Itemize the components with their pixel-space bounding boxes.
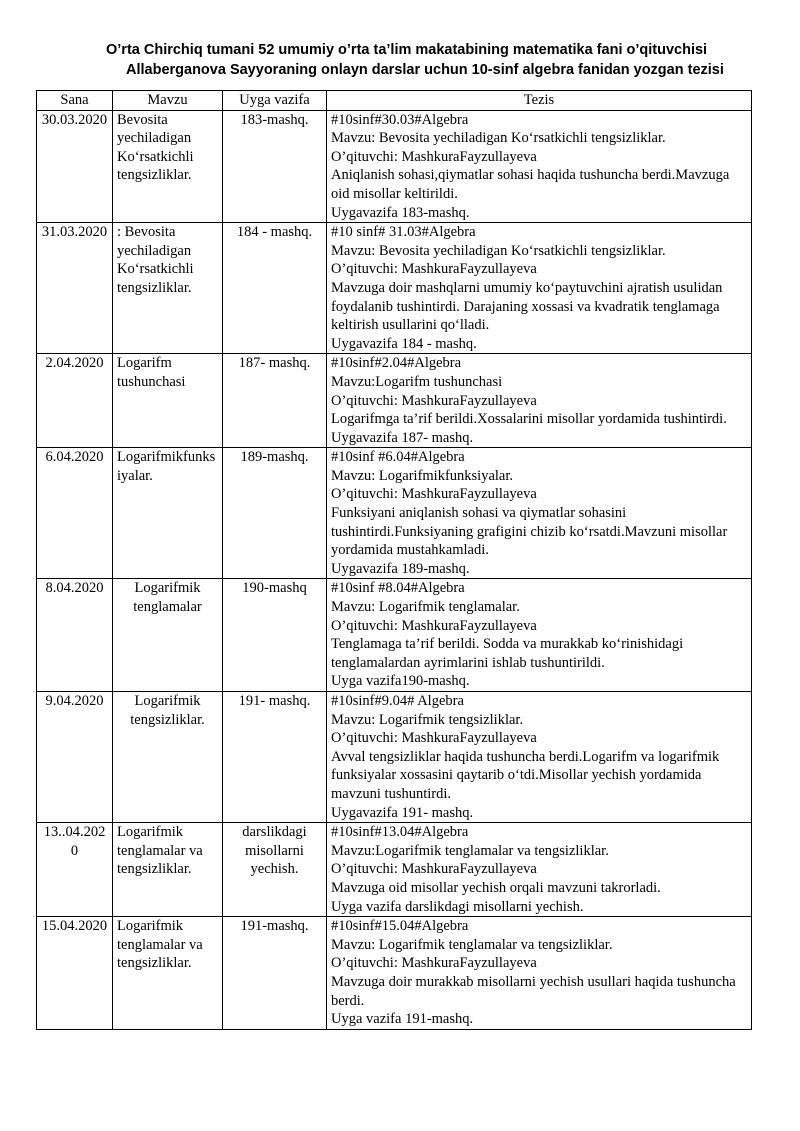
cell-uyga-vazifa: 191-mashq. [223,917,327,1030]
cell-mavzu: : Bevosita yechiladigan Ko‘rsatkichli tengsizliklar. [113,223,223,354]
cell-tezis [327,917,752,1030]
tezis-line: Mavzu: Logarifmik tenglamalar. [331,599,520,616]
cell-uyga-vazifa: 191- mashq. [223,692,327,823]
title-line-2: Allaberganova Sayyoraning onlayn darslar uchun 10-sinf algebra fanidan yozgan tezisi [126,62,724,78]
cell-mavzu: Logarifmikfunksiyalar. [113,448,223,579]
table-row [37,223,752,354]
cell-uyga-vazifa: darslikdagi misollarni yechish. [223,823,327,917]
cell-mavzu: Logarifmik tenglamalar va tengsizliklar. [113,823,223,917]
tezis-line: Logarifmga ta’rif berildi.Xossalarini misollar yordamida tushintirdi. [331,411,727,428]
cell-tezis [327,354,752,448]
cell-tezis [327,692,752,823]
tezis-line: Mavzu: Bevosita yechiladigan Ko‘rsatkichli tengsizliklar. [331,130,666,147]
cell-mavzu: Logarifm tushunchasi [113,354,223,448]
tezis-line: Mavzuga doir murakkab misollarni yechish usullari haqida tushuncha berdi. [331,973,736,1009]
tezis-line: Uygavazifa 183-mashq. [331,204,470,221]
header-uyga-vazifa: Uyga vazifa [223,91,327,111]
cell-sana: 9.04.2020 [37,692,113,823]
cell-mavzu: Logarifmik tenglamalar va tengsizliklar. [113,917,223,1030]
table-row [37,448,752,579]
table-row [37,823,752,917]
cell-sana: 30.03.2020 [37,110,113,223]
table-row [37,579,752,692]
thesis-table [36,90,752,1030]
tezis-line: Mavzu: Logarifmikfunksiyalar. [331,467,514,484]
cell-sana: 8.04.2020 [37,579,113,692]
table-row [37,110,752,223]
tezis-line: O’qituvchi: MashkuraFayzullayeva [331,730,537,747]
tezis-line: O’qituvchi: MashkuraFayzullayeva [331,392,537,409]
tezis-line: Mavzu: Logarifmik tengsizliklar. [331,711,524,728]
tezis-line: O’qituvchi: MashkuraFayzullayeva [331,617,537,634]
tezis-line: Avval tengsizliklar haqida tushuncha berdi.Logarifm va logarifmik funksiyalar xossasini qaytarib o‘tdi.Misollar yechish yordamida mavzuni tushuntirdi. [331,748,720,802]
table-header-row [37,91,752,111]
tezis-line: #10sinf #6.04#Algebra [331,449,465,466]
tezis-line: Mavzuga oid misollar yechish orqali mavzuni takrorladi. [331,879,661,896]
tezis-line: #10sinf #8.04#Algebra [331,580,465,597]
tezis-line: #10sinf#30.03#Algebra [331,111,469,128]
tezis-line: O’qituvchi: MashkuraFayzullayeva [331,261,537,278]
tezis-line: #10 sinf# 31.03#Algebra [331,224,476,241]
cell-tezis [327,223,752,354]
tezis-line: Mavzuga doir mashqlarni umumiy ko‘paytuvchini ajratish usulidan foydalanib tushintirdi. Darajaning xossasi va kvadratik tenglamaga keltirish usullarini qo‘lladi. [331,279,723,334]
cell-sana: 15.04.2020 [37,917,113,1030]
cell-tezis [327,110,752,223]
document-title [36,40,766,80]
tezis-line: Mavzu:Logarifm tushunchasi [331,373,503,390]
table-row [37,692,752,823]
cell-sana: 6.04.2020 [37,448,113,579]
cell-tezis [327,579,752,692]
cell-tezis [327,448,752,579]
tezis-line: O’qituvchi: MashkuraFayzullayeva [331,486,537,503]
tezis-line: #10sinf#15.04#Algebra [331,918,469,935]
tezis-line: #10sinf#2.04#Algebra [331,355,462,372]
tezis-line: Aniqlanish sohasi,qiymatlar sohasi haqida tushuncha berdi.Mavzuga oid misollar keltirildi. [331,167,730,202]
tezis-line: Uygavazifa 191- mashq. [331,804,474,821]
tezis-line: Mavzu: Logarifmik tenglamalar va tengsizliklar. [331,936,613,953]
header-sana: Sana [37,91,113,111]
cell-uyga-vazifa: 190-mashq [223,579,327,692]
tezis-line: Uygavazifa 189-mashq. [331,560,470,577]
cell-uyga-vazifa: 184 - mashq. [223,223,327,354]
tezis-line: Mavzu:Logarifmik tenglamalar va tengsizliklar. [331,842,609,859]
cell-tezis [327,823,752,917]
tezis-line: Uyga vazifa 191-mashq. [331,1011,474,1028]
tezis-line: Uyga vazifa190-mashq. [331,673,470,690]
tezis-line: #10sinf#13.04#Algebra [331,824,469,841]
cell-sana: 13..04.2020 [37,823,113,917]
tezis-line: Uygavazifa 187- mashq. [331,429,474,446]
table-row [37,354,752,448]
tezis-line: O’qituvchi: MashkuraFayzullayeva [331,861,537,878]
tezis-line: Mavzu: Bevosita yechiladigan Ko‘rsatkichli tengsizliklar. [331,242,666,259]
header-tezis: Tezis [327,91,752,111]
cell-mavzu: Logarifmik tenglamalar [113,579,223,692]
cell-mavzu: Bevosita yechiladigan Ko‘rsatkichli tengsizliklar. [113,110,223,223]
cell-uyga-vazifa: 187- mashq. [223,354,327,448]
header-mavzu: Mavzu [113,91,223,111]
tezis-line: Uygavazifa 184 - mashq. [331,335,477,352]
cell-sana: 31.03.2020 [37,223,113,354]
tezis-line: Tenglamaga ta’rif berildi. Sodda va murakkab ko‘rinishidagi tenglamalardan ayrimlarini ishlab tushuntirildi. [331,636,684,671]
tezis-line: O’qituvchi: MashkuraFayzullayeva [331,955,537,972]
tezis-line: Uyga vazifa darslikdagi misollarni yechish. [331,898,584,915]
title-line-1: O’rta Chirchiq tumani 52 umumiy o’rta ta’lim makatabining matematika fani o’qituvchisi [106,42,708,58]
tezis-line: #10sinf#9.04# Algebra [331,693,464,709]
cell-uyga-vazifa: 189-mashq. [223,448,327,579]
tezis-line: Funksiyani aniqlanish sohasi va qiymatlar sohasini tushintirdi.Funksiyaning grafigini chizib ko‘rsatdi.Mavzuni misollar yordamida mustahkamladi. [331,505,728,559]
cell-mavzu: Logarifmik tengsizliklar. [113,692,223,823]
cell-uyga-vazifa: 183-mashq. [223,110,327,223]
tezis-line: O’qituvchi: MashkuraFayzullayeva [331,148,537,165]
table-row [37,917,752,1030]
cell-sana: 2.04.2020 [37,354,113,448]
